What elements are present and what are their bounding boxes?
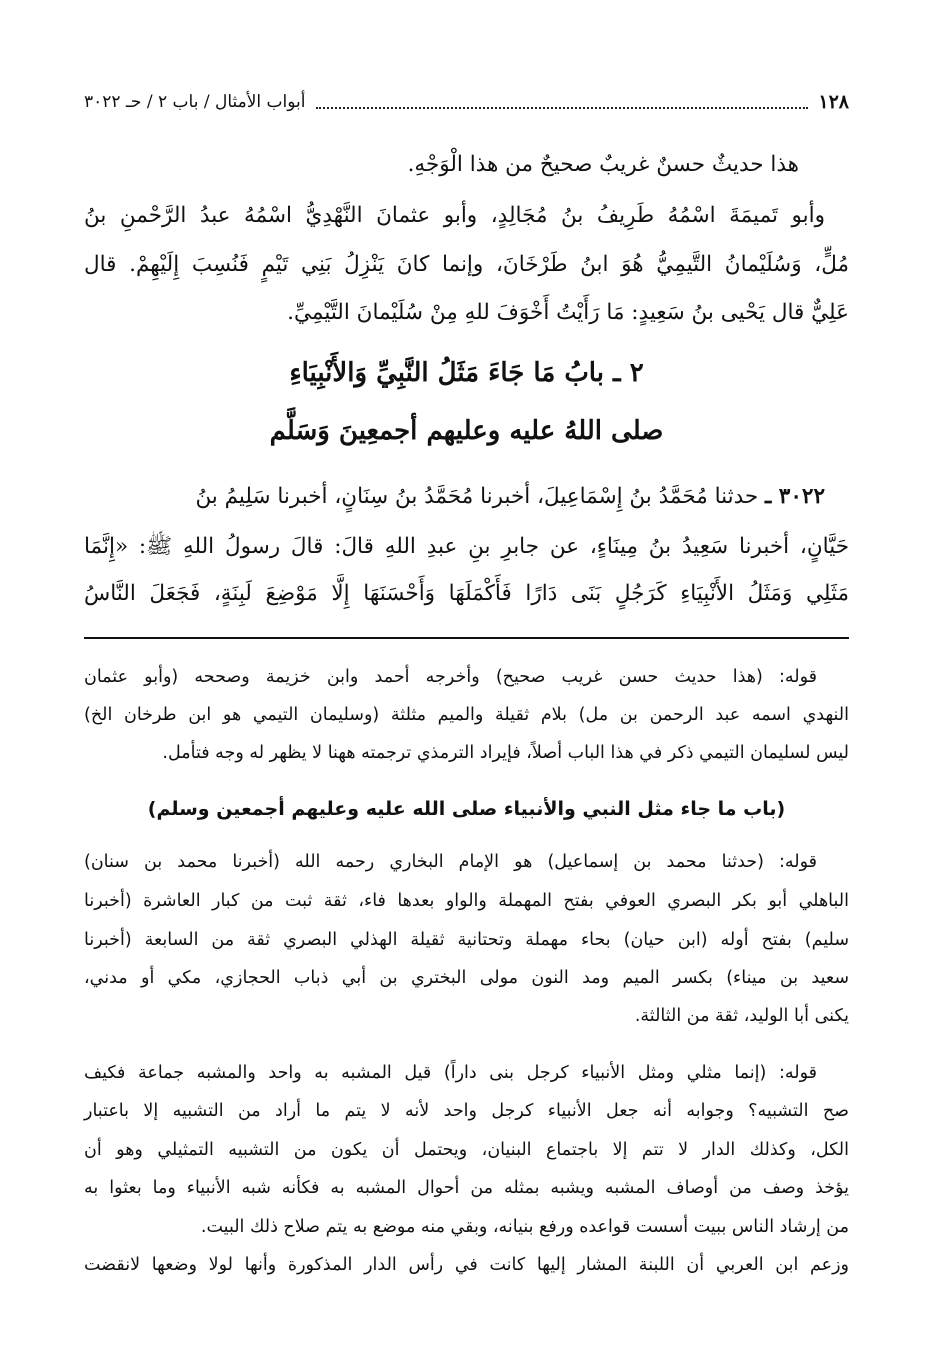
hadith-line: مَثَلِي وَمَثَلُ الأَنْبِيَاءِ كَرَجُلٍ بَنَى دَارًا فَأَكْمَلَهَا وَأَحْسَنَهَا إِلَّا مَوْضِعَ لَبِنَةٍ، فَجَعَلَ النَّاسُ <box>84 581 849 606</box>
main-line: مُلٍّ، وَسُلَيْمانُ التَّيمِيُّ هُوَ ابنُ طَرْخَانَ، وإنما كانَ يَنْزِلُ بَنِي تَيْمٍ فَنُسِبَ إِلَيْهِمْ. قال <box>84 252 849 277</box>
commentary-line: صح التشبيه؟ وجوابه أنه جعل الأنبياء كرجل واحد لأنه لا يتم ما أراد من التشبيه إلا باعتبار <box>84 1101 849 1121</box>
footnote-separator <box>84 637 849 639</box>
commentary-line: قوله: (إنما مثلي ومثل الأنبياء كرجل بنى داراً) قيل المشبه به واحد والمشبه جماعة فكيف <box>84 1063 817 1083</box>
commentary-line: ليس لسليمان التيمي ذكر في هذا الباب أصلاً، فإيراد الترمذي ترجمته ههنا لا يظهر له وجه فتأمل. <box>162 743 849 763</box>
commentary-line: سليم) بفتح أوله (ابن حيان) بحاء مهملة وتحتانية ثقيلة الهذلي البصري ثقة من السابعة (أخبرنا <box>84 930 849 950</box>
main-line: عَلِيٌّ قال يَحْيى بنُ سَعِيدٍ: مَا رَأَيْتُ أَخْوَفَ للهِ مِنْ سُلَيْمانَ التَّيْمِيِّ. <box>287 300 849 325</box>
page-header <box>84 88 849 116</box>
main-line: وأبو تَميمَةَ اسْمُهُ طَرِيفُ بنُ مُجَالِدٍ، وأبو عثمانَ النَّهْدِيُّ اسْمُهُ عبدُ الرَّحْمنِ بنُ <box>84 203 825 228</box>
main-line: هذا حديثٌ حسنٌ غريبٌ صحيحٌ من هذا الْوَجْهِ. <box>407 152 799 177</box>
commentary-chapter-heading: (باب ما جاء مثل النبي والأنبياء صلى الله عليه وعليهم أجمعين وسلم) <box>147 798 786 820</box>
hadith-line: حَيَّانٍ، أخبرنا سَعِيدُ بنُ مِينَاءٍ، عن جابرِ بنِ عبدِ اللهِ قالَ: قالَ رسولُ اللهِ ﷺ: «إِنَّمَا <box>84 534 849 559</box>
commentary-line: سعيد بن ميناء) بكسر الميم ومد النون مولى البختري بن أبي ذباب الحجازي، مكي أو مدني، <box>84 968 849 988</box>
commentary-line: يكنى أبا الوليد، ثقة من الثالثة. <box>634 1006 849 1026</box>
commentary-line: من إرشاد الناس ببيت أسست قواعده ورفع بنيانه، وبقي منه موضع به يتم صلاح ذلك البيت. <box>200 1217 849 1237</box>
header-dotted-leader <box>316 95 809 109</box>
chapter-heading: صلى اللهُ عليه وعليهم أجمعِينَ وَسَلَّم <box>269 416 664 446</box>
commentary-line: يؤخذ وصف من أوصاف المشبه ويشبه بمثله من أحوال المشبه به فكأنه شبه الأنبياء وما بعثوا به <box>84 1178 849 1198</box>
running-title: أبواب الأمثال / باب ٢ / حـ ٣٠٢٢ <box>84 92 306 112</box>
commentary-line: قوله: (حدثنا محمد بن إسماعيل) هو الإمام البخاري رحمه الله (أخبرنا محمد بن سنان) <box>84 852 817 872</box>
commentary-line: النهدي اسمه عبد الرحمن بن مل) بلام ثقيلة والميم مثلثة (وسليمان التيمي هو ابن طرخان الخ) <box>84 705 849 725</box>
hadith-line: حدثنا مُحَمَّدُ بنُ إِسْمَاعِيلَ، أخبرنا مُحَمَّدُ بنُ سِنَانٍ، أخبرنا سَلِيمُ بنُ <box>195 484 765 509</box>
hadith-number: ٣٠٢٢ ـ <box>765 484 825 509</box>
page-number: ١٢٨ <box>818 91 849 113</box>
commentary-line: قوله: (هذا حديث حسن غريب صحيح) وأخرجه أحمد وابن خزيمة وصححه (وأبو عثمان <box>84 667 817 687</box>
chapter-heading: ٢ ـ بابُ مَا جَاءَ مَثَلُ النَّبِيِّ وَالأَنْبِيَاءِ <box>289 358 644 388</box>
commentary-line: الكل، وكذلك الدار لا تتم إلا باجتماع البنيان، ويحتمل أن يكون من التشبيه التمثيلي وهو أن <box>84 1140 849 1160</box>
commentary-line: وزعم ابن العربي أن اللبنة المشار إليها كانت في رأس الدار المذكورة وأنها لولا وضعها لانقضت <box>84 1255 849 1275</box>
hadith-first-line <box>84 484 825 509</box>
commentary-line: الباهلي أبو بكر البصري العوفي بفتح المهملة والواو بعدها فاء، ثقة ثبت من كبار العاشرة (أخبرنا <box>84 891 849 911</box>
